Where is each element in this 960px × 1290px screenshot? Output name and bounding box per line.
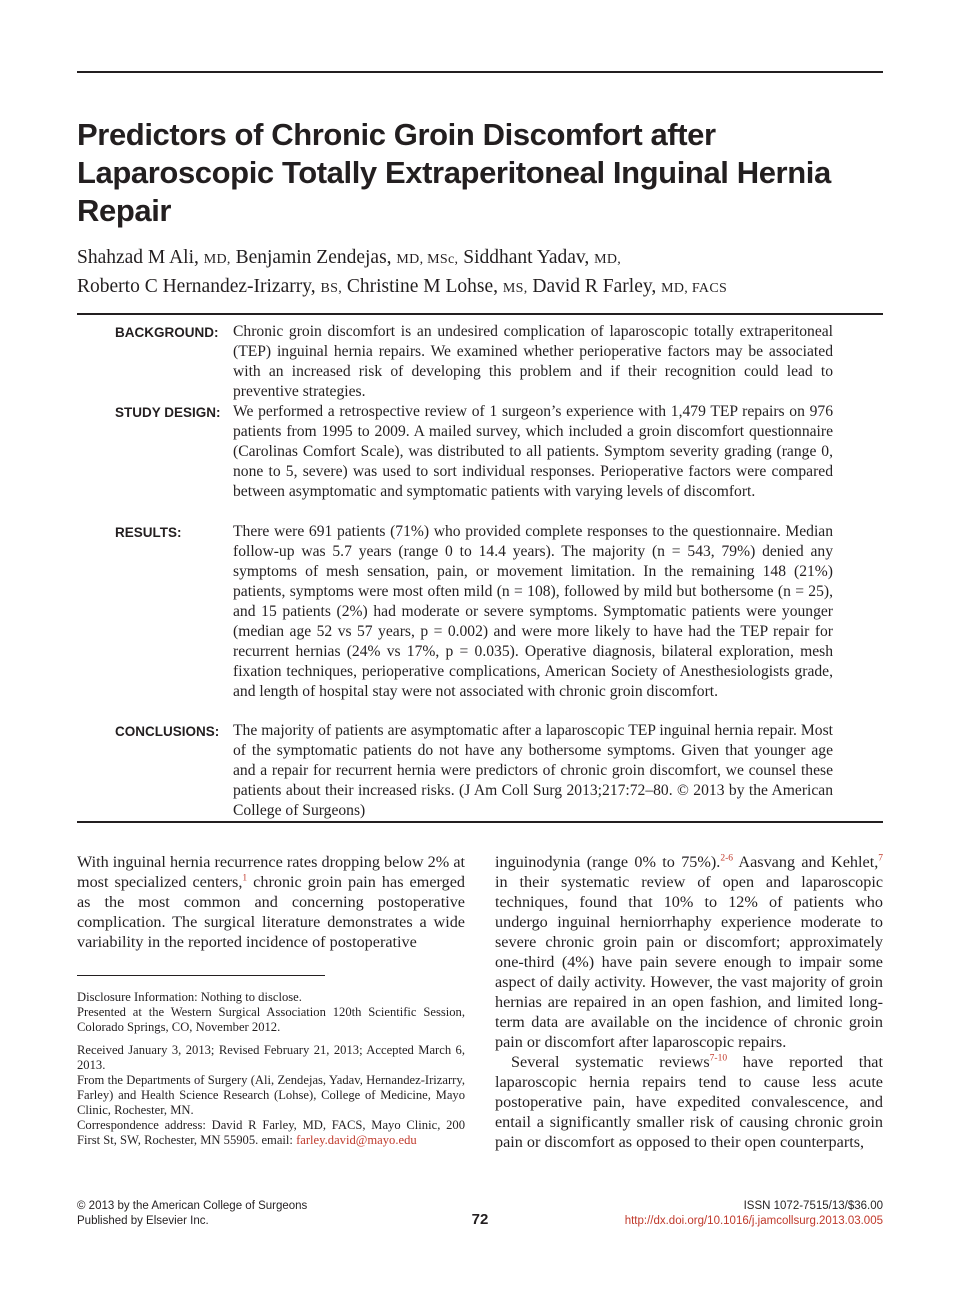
footer-right bbox=[625, 1199, 883, 1229]
body-text: inguinodynia (range 0% to 75%). bbox=[495, 853, 721, 871]
body-text: Several systematic reviews bbox=[511, 1053, 710, 1071]
author-degrees: MD, bbox=[594, 252, 622, 267]
received-note: Received January 3, 2013; Revised February 21, 2013; Accepted March 6, 2013. bbox=[77, 1043, 465, 1072]
page-number: 72 bbox=[471, 1211, 489, 1228]
disclosure-note: Disclosure Information: Nothing to disclose. bbox=[77, 990, 302, 1004]
correspondence-text: Correspondence address: David R Farley, MD, FACS, Mayo Clinic, 200 First St, SW, Rochester, MN 55905. email: bbox=[77, 1118, 465, 1147]
author-degrees: MD, FACS bbox=[661, 281, 728, 296]
body-column-right bbox=[495, 852, 883, 1152]
article-title: Predictors of Chronic Groin Discomfort after Laparoscopic Totally Extraperitoneal Inguinal Hernia Repair bbox=[77, 117, 831, 228]
reference-link[interactable]: 2-6 bbox=[720, 853, 733, 864]
body-text: have reported that laparoscopic hernia repairs tend to cause less acute postoperative pain, have expedited convalescence, and entail a significantly smaller risk of causing chronic groin pain or discomfort as opposed to their open counterparts, bbox=[495, 1053, 883, 1151]
author-name: Shahzad M Ali, bbox=[77, 247, 199, 268]
author-name: Benjamin Zendejas, bbox=[235, 247, 392, 268]
reference-link[interactable]: 7 bbox=[878, 853, 883, 864]
author-name: Siddhant Yadav, bbox=[463, 247, 590, 268]
footnote-rule bbox=[77, 975, 325, 976]
affiliation-note: From the Departments of Surgery (Ali, Zendejas, Yadav, Hernandez-Irizarry, Farley) and Health Science Research (Lohse), College of Medicine, Mayo Clinic, Rochester, MN. bbox=[77, 1073, 465, 1117]
abstract bbox=[77, 313, 883, 823]
abstract-label: BACKGROUND: bbox=[115, 325, 219, 340]
email-link[interactable]: farley.david@mayo.edu bbox=[296, 1133, 417, 1147]
body-text: chronic groin pain has emerged as the most common and concerning postoperative complication. The surgical literature demonstrates a wide variability in the reported incidence of postoperative bbox=[77, 873, 465, 951]
reference-link[interactable]: 7-10 bbox=[709, 1053, 728, 1064]
author-degrees: MD, bbox=[203, 252, 231, 267]
presented-note: Presented at the Western Surgical Association 120th Scientific Session, Colorado Springs, CO, November 2012. bbox=[77, 1005, 465, 1034]
abstract-text: We performed a retrospective review of 1 surgeon’s experience with 1,479 TEP repairs on 976 patients from 1995 to 2009. A mailed survey, which included a groin discomfort questionnaire (Carolinas Comfort Scale), was distributed to all patients. Symptom severity grading (range 0, none to 5, severe) was used to sort individual responses. Perioperative factors were compared between asymptomatic and symptomatic patients with varying levels of discomfort. bbox=[233, 403, 833, 500]
abstract-text: There were 691 patients (71%) who provided complete responses to the questionnaire. Median follow-up was 5.7 years (range 0 to 14.4 years). The majority (n = 543, 79%) denied any symptoms of mesh sensation, pain, or movement limitation. In the remaining 148 (21%) patients, symptoms were most often mild (n = 108), followed by mild but bothersome (n = 25), and 15 patients (2%) had moderate or severe symptoms. Symptomatic patients were younger (median age 52 vs 57 years, p = 0.002) and were more likely to have had the TEP repair for recurrent hernias (24% vs 17%, p = 0.035). Operative diagnosis, bilateral exploration, mesh fixation techniques, perioperative complications, American Society of Anesthesiologists grade, and length of hospital stay were not associated with chronic groin discomfort. bbox=[233, 523, 833, 700]
author-name: David R Farley, bbox=[532, 276, 657, 297]
abstract-label: RESULTS: bbox=[115, 525, 182, 540]
body-text: Aasvang and Kehlet, bbox=[732, 853, 879, 871]
abstract-label: CONCLUSIONS: bbox=[115, 724, 220, 739]
author-list bbox=[77, 244, 883, 302]
body-text: With inguinal hernia recurrence rates dropping below 2% at most specialized centers, bbox=[77, 853, 465, 891]
abstract-label: STUDY DESIGN: bbox=[115, 405, 221, 420]
body-paragraph bbox=[77, 852, 465, 952]
doi-link[interactable]: http://dx.doi.org/10.1016/j.jamcollsurg.2013.03.005 bbox=[624, 1215, 883, 1227]
footer-left bbox=[77, 1199, 307, 1229]
body-text: in their systematic review of open and laparoscopic techniques, found that 10% to 12% of patients who undergo inguinal herniorrhaphy experience moderate to severe chronic groin pain or discomfort; approximately one-third (4%) have pain severe enough to impair some aspect of daily activity. However, the vast majority of groin hernias are repaired in an open fashion, and limited long-term data are available on the incidence of chronic groin pain or discomfort after laparoscopic repairs. bbox=[495, 873, 883, 1051]
body-paragraph bbox=[495, 1052, 883, 1152]
author-line-2 bbox=[77, 273, 883, 302]
author-line-1 bbox=[77, 244, 883, 273]
footer-copyright: © 2013 by the American College of Surgeons bbox=[77, 1200, 308, 1212]
author-degrees: MS, bbox=[502, 281, 528, 296]
body-paragraph bbox=[495, 852, 883, 1052]
abstract-text: The majority of patients are asymptomatic after a laparoscopic TEP inguinal hernia repair. Most of the symptomatic patients do not have any bothersome symptoms. Given that younger age and a repair for recurrent hernia were predictors of chronic groin discomfort, we counsel these patients about their increased risks. (J Am Coll Surg 2013;217:72–80. © 2013 by the American College of Surgeons) bbox=[233, 722, 833, 819]
body-column-left bbox=[77, 852, 465, 952]
author-degrees: BS, bbox=[320, 281, 342, 296]
reference-link[interactable]: 1 bbox=[242, 873, 248, 884]
author-name: Christine M Lohse, bbox=[346, 276, 498, 297]
footer-issn: ISSN 1072-7515/13/$36.00 bbox=[743, 1200, 883, 1212]
correspondence-note bbox=[77, 1118, 465, 1148]
top-rule bbox=[77, 71, 883, 73]
author-degrees: MD, MSc, bbox=[396, 252, 459, 267]
abstract-text: Chronic groin discomfort is an undesired complication of laparoscopic totally extraperitoneal (TEP) inguinal hernia repairs. We examined whether perioperative factors may be associated with an increased risk of developing this problem and if their recognition could lead to preventive strategies. bbox=[233, 323, 833, 400]
footnotes bbox=[77, 990, 465, 1148]
author-name: Roberto C Hernandez-Irizarry, bbox=[77, 276, 316, 297]
footer-publisher: Published by Elsevier Inc. bbox=[77, 1215, 209, 1227]
